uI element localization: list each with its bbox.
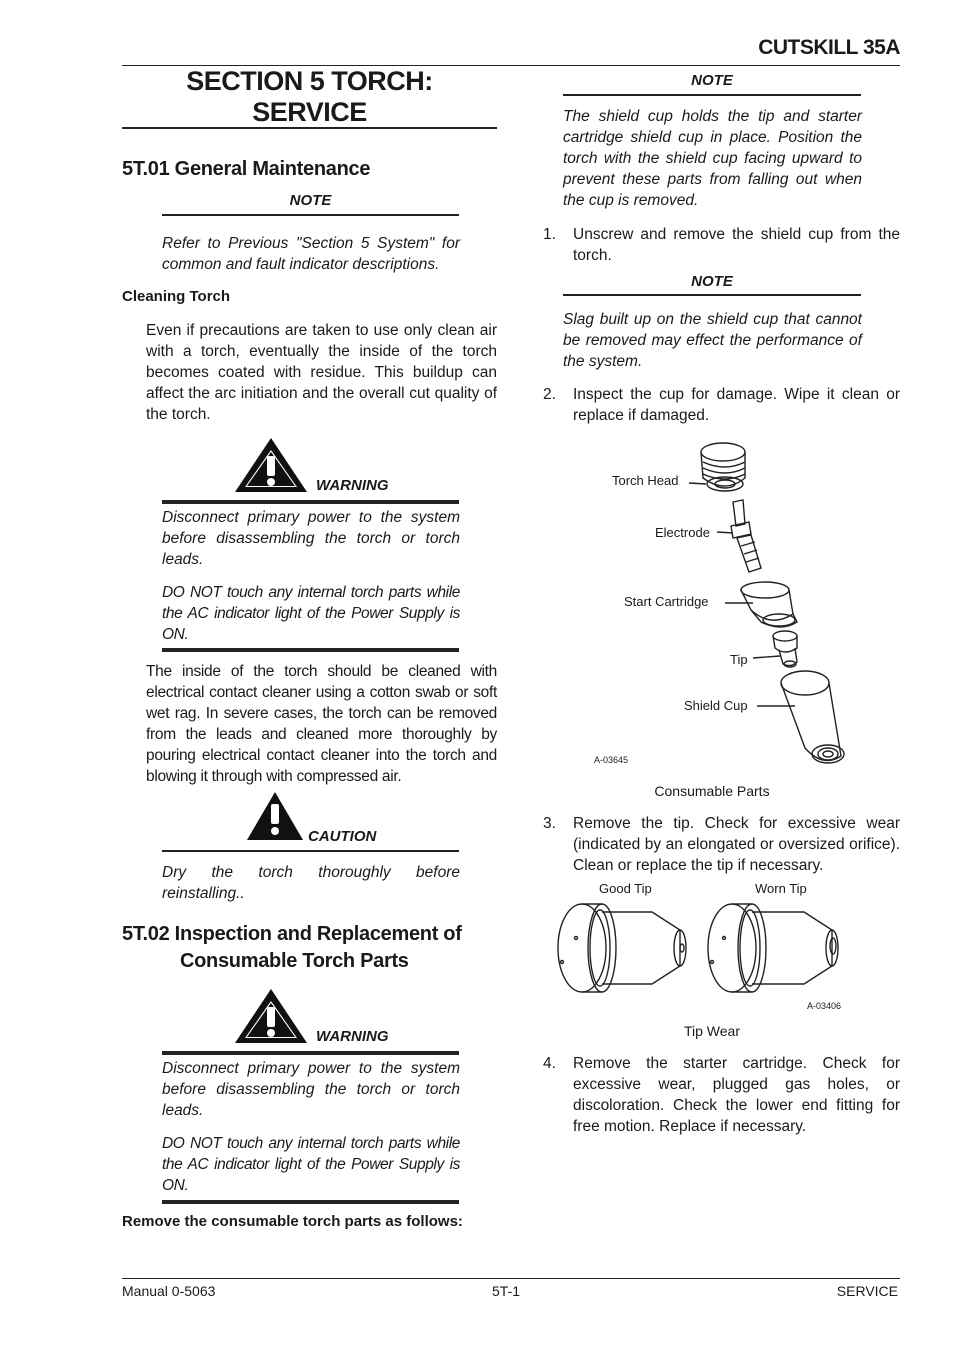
footer-rule (122, 1278, 900, 1279)
step2-text: Inspect the cup for damage. Wipe it clean or replace if damaged. (573, 386, 900, 424)
note1-text: The shield cup holds the tip and starter cartridge shield cup in place. Position the torch with the shield cup facing upward to prevent these parts from falling out when the cup is removed. (563, 108, 862, 209)
cleaning-paragraph-2: The inside of the torch should be cleaned with electrical contact cleaner using a cotton swab or soft wet rag. In severe cases, the torch can be removed from the leads and cleaned more thoroughly by pouring electrical contact cleaner into the torch and blowing it through with compressed air. (146, 663, 497, 785)
warning2-text-2: DO NOT touch any internal torch parts while the AC indicator light of the Power Supply is ON. (162, 1135, 460, 1194)
warning-rule (162, 1051, 459, 1055)
figure-code: A-03645 (594, 755, 629, 765)
figure-caption: Consumable Parts (654, 783, 770, 799)
step-number: 3. (543, 815, 556, 832)
cleaning-paragraph: Even if precautions are taken to use only clean air with a torch, eventually the inside of the torch becomes coated with residue. This buildup can affect the arc initiation and the overall cut quality of the torch. (146, 322, 497, 423)
note-text: Refer to Previous "Section 5 System" for common and fault indicator descriptions. (162, 235, 460, 273)
label-start-cartridge: Start Cartridge (624, 594, 709, 609)
note-rule (563, 94, 861, 96)
figure-code: A-03406 (807, 1001, 842, 1011)
footer-manual: Manual 0-5063 (122, 1283, 216, 1299)
step3-text: Remove the tip. Check for excessive wear (indicated by an elongated or oversized orifice). Clean or replace the tip if necessary. (573, 815, 900, 874)
step4-text: Remove the starter cartridge. Check for excessive wear, plugged gas holes, or discoloration. Check the lower end fitting for free motion. Replace if necessary. (573, 1055, 900, 1135)
heading-cleaning-torch: Cleaning Torch (122, 288, 231, 305)
product-name: CUTSKILL 35A (758, 36, 900, 59)
warning-icon (233, 436, 309, 494)
caution-text: Dry the torch thoroughly before reinstalling.. (162, 864, 460, 902)
warning-text-1: Disconnect primary power to the system before disassembling the torch or torch leads. (162, 509, 460, 568)
label-worn-tip: Worn Tip (755, 881, 807, 896)
note-rule (563, 294, 861, 296)
note-label: NOTE (289, 192, 332, 209)
note2-text: Slag built up on the shield cup that cannot be removed may effect the performance of the system. (563, 311, 862, 370)
warning-icon (233, 987, 309, 1045)
figure-caption: Tip Wear (683, 1023, 740, 1039)
heading-remove-parts: Remove the consumable torch parts as follows: (122, 1213, 463, 1230)
note-label: NOTE (691, 273, 733, 290)
section-title (122, 66, 497, 128)
label-tip: Tip (730, 652, 748, 667)
heading-inspection-line-1: 5T.02 Inspection and Replacement of (122, 923, 462, 945)
footer-page-number: 5T-1 (492, 1283, 521, 1299)
caution-rule (162, 850, 459, 852)
heading-inspection-line-2: Consumable Torch Parts (180, 950, 409, 972)
footer-section: SERVICE (836, 1283, 898, 1299)
heading-general-maintenance: 5T.01 General Maintenance (122, 158, 371, 180)
label-shield-cup: Shield Cup (684, 698, 748, 713)
step1-text: Unscrew and remove the shield cup from the torch. (573, 226, 900, 264)
warning-rule-bottom (162, 648, 459, 652)
note-label: NOTE (691, 72, 733, 89)
warning-label: WARNING (316, 1028, 389, 1045)
warning2-text-1: Disconnect primary power to the system before disassembling the torch or torch leads. (162, 1060, 460, 1119)
label-good-tip: Good Tip (599, 881, 652, 896)
title-rule (122, 127, 497, 129)
warning-label: WARNING (316, 477, 389, 494)
section-title-line-1: SECTION 5 TORCH: (186, 66, 433, 96)
label-electrode: Electrode (655, 525, 710, 540)
step-number: 2. (543, 386, 556, 403)
warning-rule-bottom (162, 1200, 459, 1204)
note-rule (162, 214, 459, 216)
label-torch-head: Torch Head (612, 473, 679, 488)
tip-wear-figure (552, 900, 852, 1000)
caution-label: CAUTION (308, 828, 377, 845)
caution-icon (245, 790, 305, 842)
section-title-line-2: SERVICE (252, 97, 367, 127)
step-number: 1. (543, 226, 556, 243)
step-number: 4. (543, 1055, 556, 1072)
warning-rule (162, 500, 459, 504)
warning-text-2: DO NOT touch any internal torch parts while the AC indicator light of the Power Supply is ON. (162, 584, 460, 643)
